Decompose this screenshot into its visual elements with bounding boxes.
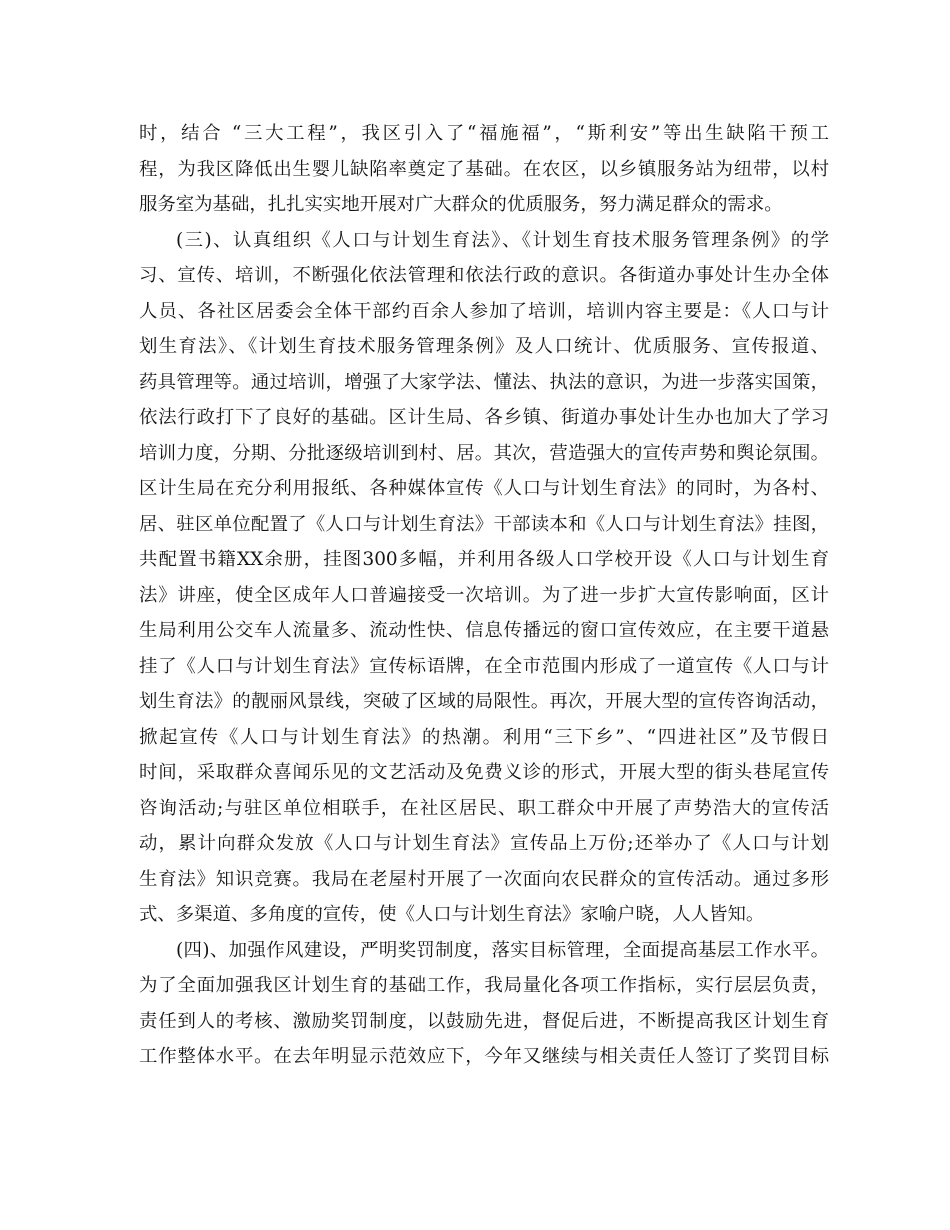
- text-line: 式、多渠道、多角度的宣传，使《人口与计划生育法》家喻户晓，人人皆知。: [139, 904, 765, 925]
- text-line: 时间，采取群众喜闻乐见的文艺活动及免费义诊的形式，开展大型的街头巷尾宣传: [139, 762, 829, 783]
- text-line: 划生育法》的靓丽风景线，突破了区域的局限性。再次，开展大型的宣传咨询活动，: [139, 691, 829, 712]
- text-line: 时，结合 “三大工程”，我区引入了“福施福”，“斯利安”等出生缺陷干预工: [139, 123, 829, 144]
- text-line: 依法行政打下了良好的基础。区计生局、各乡镇、街道办事处计生办也加大了学习: [139, 407, 829, 428]
- text-line: 居、驻区单位配置了《人口与计划生育法》干部读本和《人口与计划生育法》挂图，: [139, 513, 829, 535]
- text-line: 为了全面加强我区计划生育的基础工作，我局量化各项工作指标，实行层层负责，: [139, 975, 829, 996]
- text-line: 生局利用公交车人流量多、流动性快、信息传播远的窗口宣传效应，在主要干道悬: [139, 620, 829, 641]
- text-line: 培训力度，分期、分批逐级培训到村、居。其次，营造强大的宣传声势和舆论氛围。: [139, 442, 829, 464]
- text-line: 人员、各社区居委会全体干部约百余人参加了培训，培训内容主要是：《人口与计: [139, 300, 829, 322]
- text-line: 咨询活动;与驻区单位相联手，在社区居民、职工群众中开展了声势浩大的宣传活: [139, 797, 829, 819]
- text-line: 习、宣传、培训，不断强化依法管理和依法行政的意识。各街道办事处计生办全体: [139, 265, 829, 286]
- document-body: [139, 116, 829, 1075]
- text-line: 程，为我区降低出生婴儿缺陷率奠定了基础。在农区，以乡镇服务站为纽带，以村: [139, 158, 829, 180]
- text-line: 工作整体水平。在去年明显示范效应下，今年又继续与相关责任人签订了奖罚目标: [139, 1046, 829, 1067]
- text-line: 责任到人的考核、激励奖罚制度，以鼓励先进，督促后进，不断提高我区计划生育: [139, 1010, 829, 1032]
- text-line: 动，累计向群众发放《人口与计划生育法》宣传品上万份;还举办了《人口与计划: [139, 833, 829, 854]
- paragraph-start-line: (三)、认真组织《人口与计划生育法》、《计划生育技术服务管理条例》的学: [176, 229, 829, 251]
- text-line: 药具管理等。通过培训，增强了大家学法、懂法、执法的意识，为进一步落实国策，: [139, 371, 829, 393]
- text-line: 法》讲座，使全区成年人口普遍接受一次培训。为了进一步扩大宣传影响面，区计: [139, 584, 829, 606]
- text-line: 服务室为基础，扎扎实实地开展对广大群众的优质服务，努力满足群众的需求。: [139, 194, 783, 215]
- paragraph-start-line: (四)、加强作风建设，严明奖罚制度，落实目标管理，全面提高基层工作水平。: [176, 939, 829, 961]
- text-line: 划生育法》、《计划生育技术服务管理条例》及人口统计、优质服务、宣传报道、: [139, 336, 829, 357]
- text-line: 生育法》知识竞赛。我局在老屋村开展了一次面向农民群众的宣传活动。通过多形: [139, 868, 829, 890]
- text-line: 区计生局在充分利用报纸、各种媒体宣传《人口与计划生育法》的同时，为各村、: [139, 478, 829, 499]
- text-line: 挂了《人口与计划生育法》宣传标语牌，在全市范围内形成了一道宣传《人口与计: [139, 655, 829, 677]
- text-line: 掀起宣传《人口与计划生育法》的热潮。利用“三下乡”、“四进社区”及节假日: [139, 726, 829, 748]
- text-line: 共配置书籍XX余册，挂图300多幅，并利用各级人口学校开设《人口与计划生育: [139, 549, 829, 570]
